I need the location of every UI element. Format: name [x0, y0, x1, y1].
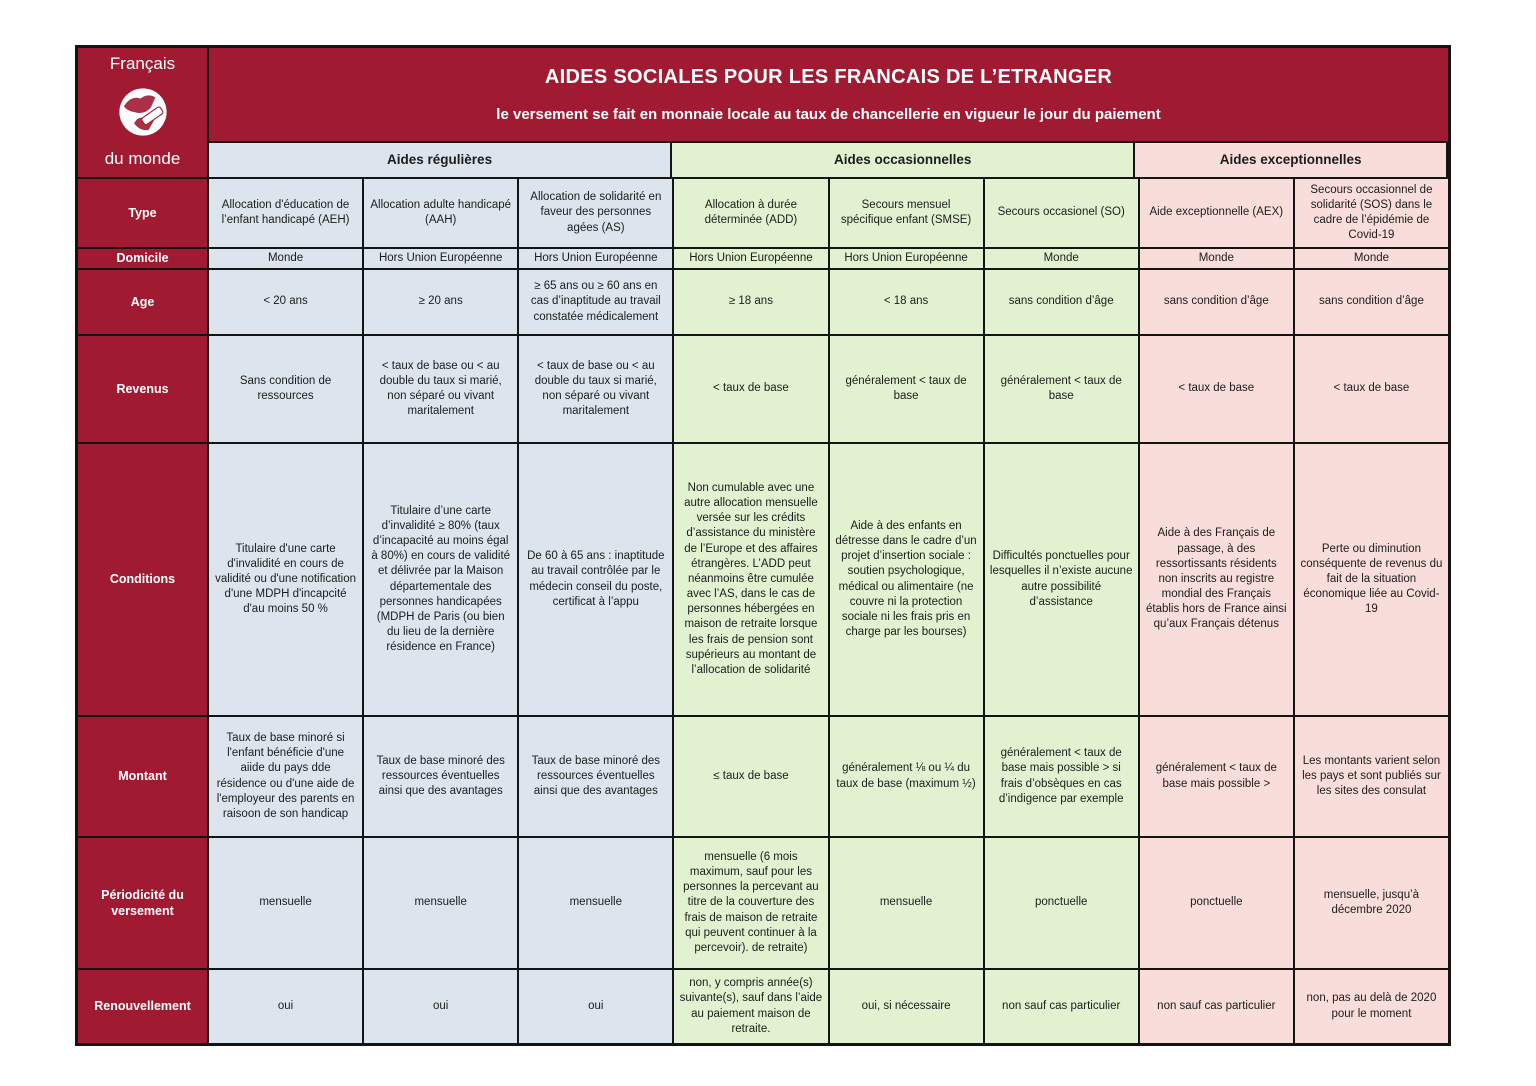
cell-domicile-as: Hors Union Européenne [519, 249, 674, 270]
cell-conditions-aah: Titulaire d’une carte d’invalidité ≥ 80% (taux d’incapacité au moins égal à 80%) en cours de validité et délivrée par la Maison départementale des personnes handicapées (MDPH de Paris (ou bien du lieu de la dernière résidence en France) [364, 444, 519, 717]
cell-type-as: Allocation de solidarité en faveur des personnes agées (AS) [519, 179, 674, 249]
header-band-row [78, 48, 1448, 179]
cell-type-smse: Secours mensuel spécifique enfant (SMSE) [830, 179, 985, 249]
cell-conditions-as: De 60 à 65 ans : inaptitude au travail contrôlée par le médecin conseil du poste, certificat à l’appu [519, 444, 674, 717]
cell-age-aah: ≥ 20 ans [364, 270, 519, 336]
cell-periodicite-sos: mensuelle, jusqu’à décembre 2020 [1295, 838, 1448, 970]
cell-revenus-so: généralement < taux de base [985, 336, 1140, 444]
row-label-renouvellement: Renouvellement [78, 970, 209, 1043]
row-label-montant: Montant [78, 717, 209, 838]
cell-domicile-aeh: Monde [209, 249, 364, 270]
page-subtitle: le versement se fait en monnaie locale au taux de chancellerie en vigueur le jour du paiement [496, 106, 1161, 123]
cell-renouvellement-smse: oui, si nécessaire [830, 970, 985, 1043]
group-header-occasionnelles: Aides occasionnelles [670, 143, 1135, 179]
cell-revenus-add: < taux de base [672, 336, 829, 444]
cell-periodicite-aeh: mensuelle [209, 838, 364, 970]
cell-renouvellement-sos: non, pas au delà de 2020 pour le moment [1295, 970, 1448, 1043]
cell-periodicite-aah: mensuelle [364, 838, 519, 970]
cell-montant-sos: Les montants varient selon les pays et sont publiés sur les sites des consulat [1295, 717, 1448, 838]
group-header-exceptionnelles: Aides exceptionnelles [1133, 143, 1448, 179]
table-row-domicile [78, 249, 1448, 270]
row-label-age: Age [78, 270, 209, 336]
cell-domicile-so: Monde [985, 249, 1140, 270]
cell-conditions-aeh: Titulaire d'une carte d'invalidité en cours de validité ou d'une notification d'une MDPH d'incapcité d'au moins 50 % [209, 444, 364, 717]
table-row-montant [78, 717, 1448, 838]
cell-montant-aeh: Taux de base minoré si l'enfant bénéficie d'une aiide du pays dde résidence ou d'une aide de l'employeur des parents en raisoon de son handicap [209, 717, 364, 838]
cell-revenus-aeh: Sans condition de ressources [209, 336, 364, 444]
cell-domicile-aah: Hors Union Européenne [364, 249, 519, 270]
logo [78, 48, 209, 179]
logo-text-top: Français [109, 54, 176, 73]
cell-periodicite-as: mensuelle [519, 838, 674, 970]
cell-conditions-smse: Aide à des enfants en détresse dans le cadre d’un projet d’insertion sociale : soutien psychologique, médical ou alimentaire (ne couvre ni la protection sociale ni les frais pris en charge par les bourses) [830, 444, 985, 717]
cell-age-as: ≥ 65 ans ou ≥ 60 ans en cas d’inaptitude au travail constatée médicalement [519, 270, 674, 336]
table-row-conditions [78, 444, 1448, 717]
cell-conditions-add: Non cumulable avec une autre allocation mensuelle versée sur les crédits d’assistance du ministère de l’Europe et des affaires étrangères. L’ADD peut néanmoins être cumulée avec l’AS, dans le cas de personnes hébergées en maison de retraite lorsque les frais de pension sont supérieurs au montant de l’allocation de solidarité [672, 444, 829, 717]
table-row-age [78, 270, 1448, 336]
cell-renouvellement-aah: oui [364, 970, 519, 1043]
table-row-renouvellement [78, 970, 1448, 1043]
table-row-type [78, 179, 1448, 249]
cell-periodicite-so: ponctuelle [985, 838, 1140, 970]
cell-renouvellement-as: oui [519, 970, 674, 1043]
cell-age-aeh: < 20 ans [209, 270, 364, 336]
row-label-revenus: Revenus [78, 336, 209, 444]
cell-type-so: Secours occasionel (SO) [985, 179, 1140, 249]
group-header-regulieres: Aides régulières [209, 143, 672, 179]
cell-domicile-sos: Monde [1295, 249, 1448, 270]
cell-renouvellement-aeh: oui [209, 970, 364, 1043]
row-label-conditions: Conditions [78, 444, 209, 717]
cell-revenus-smse: généralement < taux de base [830, 336, 985, 444]
row-label-type: Type [78, 179, 209, 249]
cell-revenus-as: < taux de base ou < au double du taux si marié, non séparé ou vivant maritalement [519, 336, 674, 444]
cell-type-add: Allocation à durée déterminée (ADD) [672, 179, 829, 249]
cell-montant-as: Taux de base minoré des ressources éventuelles ainsi que des avantages [519, 717, 674, 838]
cell-age-sos: sans condition d’âge [1295, 270, 1448, 336]
cell-revenus-aah: < taux de base ou < au double du taux si marié, non séparé ou vivant maritalement [364, 336, 519, 444]
cell-revenus-sos: < taux de base [1295, 336, 1448, 444]
cell-conditions-so: Difficultés ponctuelles pour lesquelles il n’existe aucune autre possibilité d’assistance [985, 444, 1140, 717]
cell-age-so: sans condition d’âge [985, 270, 1140, 336]
cell-type-sos: Secours occasionnel de solidarité (SOS) dans le cadre de l’épidémie de Covid-19 [1295, 179, 1448, 249]
cell-renouvellement-so: non sauf cas particulier [985, 970, 1140, 1043]
cell-renouvellement-add: non, y compris année(s) suivante(s), sauf dans l’aide au paiement maison de retraite. [672, 970, 829, 1043]
cell-montant-aex: généralement < taux de base mais possible > [1138, 717, 1295, 838]
cell-montant-aah: Taux de base minoré des ressources éventuelles ainsi que des avantages [364, 717, 519, 838]
cell-domicile-aex: Monde [1138, 249, 1295, 270]
cell-renouvellement-aex: non sauf cas particulier [1138, 970, 1295, 1043]
cell-revenus-aex: < taux de base [1138, 336, 1295, 444]
cell-age-aex: sans condition d’âge [1138, 270, 1295, 336]
cell-type-aex: Aide exceptionnelle (AEX) [1138, 179, 1295, 249]
cell-conditions-sos: Perte ou diminution conséquente de revenus du fait de la situation économique liée au Covid-19 [1295, 444, 1448, 717]
group-header-row [209, 143, 1448, 179]
row-label-periodicite: Périodicité du versement [78, 838, 209, 970]
aid-table [75, 45, 1451, 1046]
cell-age-smse: < 18 ans [830, 270, 985, 336]
cell-periodicite-smse: mensuelle [830, 838, 985, 970]
cell-age-add: ≥ 18 ans [672, 270, 829, 336]
cell-montant-so: généralement < taux de base mais possible > si frais d’obsèques en cas d’indigence par exemple [985, 717, 1140, 838]
logo-text-bottom: du monde [104, 149, 181, 168]
cell-domicile-add: Hors Union Européenne [672, 249, 829, 270]
cell-periodicite-add: mensuelle (6 mois maximum, sauf pour les personnes la percevant au titre de la couverture des frais de maison de retraite qui peuvent continuer à la percevoir). de retraite) [672, 838, 829, 970]
cell-domicile-smse: Hors Union Européenne [830, 249, 985, 270]
table-row-revenus [78, 336, 1448, 444]
cell-type-aeh: Allocation d'éducation de l’enfant handicapé (AEH) [209, 179, 364, 249]
cell-montant-add: ≤ taux de base [672, 717, 829, 838]
title-band [209, 48, 1448, 143]
cell-conditions-aex: Aide à des Français de passage, à des ressortissants résidents non inscrits au registre mondial des Français établis hors de France ainsi qu’aux Français détenus [1138, 444, 1295, 717]
cell-periodicite-aex: ponctuelle [1138, 838, 1295, 970]
cell-type-aah: Allocation adulte handicapé (AAH) [364, 179, 519, 249]
page-title: AIDES SOCIALES POUR LES FRANCAIS DE L’ETRANGER [544, 66, 1113, 88]
cell-montant-smse: généralement ⅛ ou ¼ du taux de base (maximum ½) [830, 717, 985, 838]
globe-icon [116, 85, 170, 139]
row-label-domicile: Domicile [78, 249, 209, 270]
table-row-periodicite [78, 838, 1448, 970]
